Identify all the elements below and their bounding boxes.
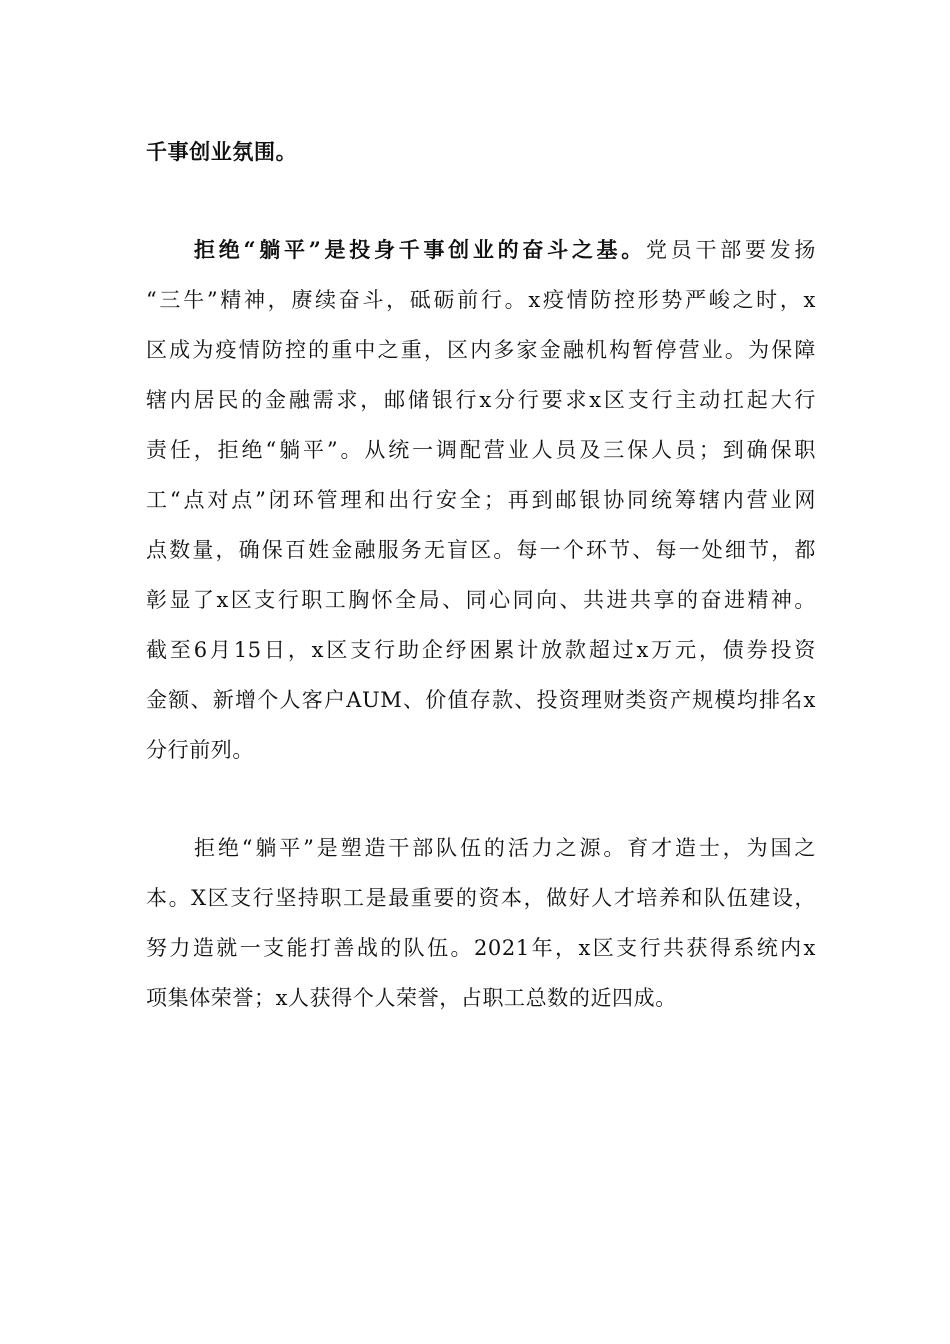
paragraph1-lead-heading: 拒绝“躺平”是投身千事创业的奋斗之基。 [194, 237, 647, 262]
paragraph2-line: 努力造就一支能打善战的队伍。2021年，x区支行共获得系统内x [146, 936, 816, 960]
top-fragment: 千事创业氛围。 [146, 139, 298, 164]
paragraph1-line: 区成为疫情防控的重中之重，区内多家金融机构暂停营业。为保障 [146, 338, 816, 362]
paragraph1-line: 责任，拒绝“躺平”。从统一调配营业人员及三保人员；到确保职 [146, 438, 816, 462]
paragraph1-line1 [194, 235, 816, 265]
paragraph1-line: “三牛”精神，赓续奋斗，砥砺前行。x疫情防控形势严峻之时，x [146, 288, 816, 312]
paragraph2-last-line: 项集体荣誉；x人获得个人荣誉，占职工总数的近四成。 [146, 986, 677, 1010]
paragraph2-line1: 拒绝“躺平”是塑造干部队伍的活力之源。育才造士，为国之 [194, 836, 816, 860]
paragraph1-line: 点数量，确保百姓金融服务无盲区。每一个环节、每一处细节，都 [146, 538, 816, 562]
paragraph1-last-line: 分行前列。 [146, 738, 254, 762]
paragraph1-line: 截至6月15日，x区支行助企纾困累计放款超过x万元，债券投资 [146, 638, 816, 662]
paragraph1-line: 金额、新增个人客户AUM、价值存款、投资理财类资产规模均排名x [146, 688, 816, 712]
paragraph1-line: 辖内居民的金融需求，邮储银行x分行要求x区支行主动扛起大行 [146, 388, 816, 412]
paragraph2-line: 本。X区支行坚持职工是最重要的资本，做好人才培养和队伍建设， [146, 886, 816, 910]
paragraph1-line1-rest: 党员干部要发扬 [646, 238, 816, 262]
paragraph1-line: 彰显了x区支行职工胸怀全局、同心同向、共进共享的奋进精神。 [146, 588, 816, 612]
paragraph1-line: 工“点对点”闭环管理和出行安全；再到邮银协同统筹辖内营业网 [146, 488, 816, 512]
